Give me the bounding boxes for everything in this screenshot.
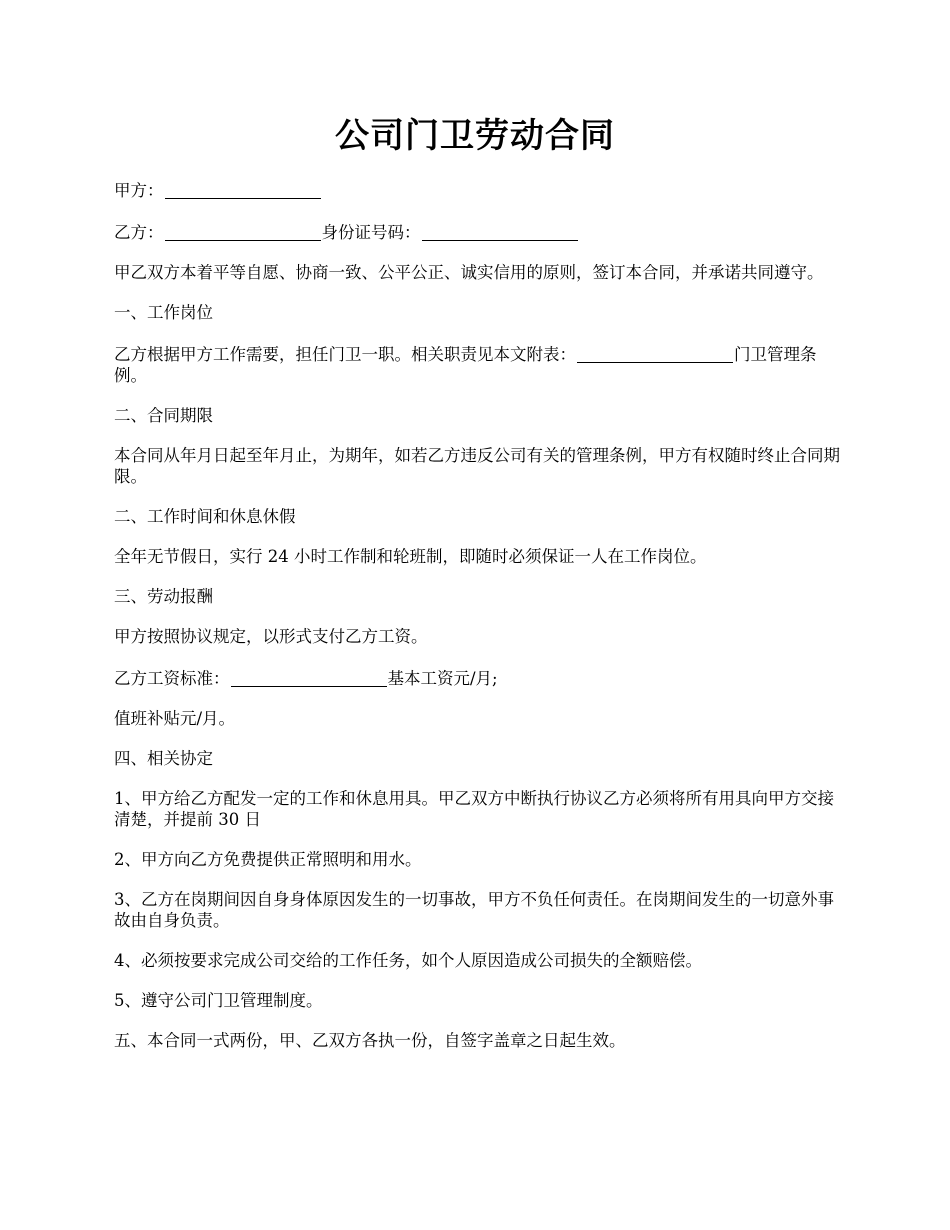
working-hours-paragraph: 全年无节假日，实行 24 小时工作制和轮班制，即随时必须保证一人在工作岗位。 [114,547,707,566]
salary-standard-text: 基本工资元/月; [387,669,498,688]
agreement-item-5: 5、遵守公司门卫管理制度。 [114,991,323,1010]
agreement-item-1: 1、甲方给乙方配发一定的工作和休息用具。甲乙双方中断执行协议乙方必须将所有用具向甲方交接清楚，并提前 30 日 [114,789,834,829]
party-a-blank [165,181,321,199]
id-number-blank [422,223,578,241]
effective-clause-paragraph: 五、本合同一式两份，甲、乙双方各执一份，自签字盖章之日起生效。 [114,1031,626,1050]
remuneration-paragraph-1: 甲方按照协议规定，以形式支付乙方工资。 [114,627,428,646]
appendix-blank [577,345,733,363]
document-title: 公司门卫劳动合同 [335,116,615,156]
agreement-item-3: 3、乙方在岗期间因自身身体原因发生的一切事故，甲方不负任何责任。在岗期间发生的一切意外事故由自身负责。 [114,890,834,930]
agreement-item-4: 4、必须按要求完成公司交给的工作任务，如个人原因造成公司损失的全额赔偿。 [114,951,702,970]
section-heading-job-position: 一、工作岗位 [114,303,213,322]
section-heading-working-hours: 二、工作时间和休息休假 [114,507,296,526]
salary-standard-label: 乙方工资标准： [114,669,230,688]
section-heading-remuneration: 三、劳动报酬 [114,587,213,606]
remuneration-paragraph-2 [114,666,842,689]
job-position-text-b: 门卫管理条例。 [114,345,817,385]
document-body [114,178,842,1070]
job-position-text-a: 乙方根据甲方工作需要，担任门卫一职。相关职责见本文附表： [114,345,576,364]
section-heading-contract-term: 二、合同期限 [114,406,213,425]
party-b-line [114,220,842,243]
salary-standard-blank [231,669,387,687]
party-a-label: 甲方： [114,181,164,200]
job-position-paragraph [114,342,842,386]
party-b-blank [165,223,321,241]
id-number-label: 身份证号码： [321,223,421,242]
remuneration-paragraph-3: 值班补贴元/月。 [114,709,236,728]
intro-paragraph: 甲乙双方本着平等自愿、协商一致、公平公正、诚实信用的原则，签订本合同，并承诺共同遵守。 [114,263,824,282]
agreement-item-2: 2、甲方向乙方免费提供正常照明和用水。 [114,850,422,869]
contract-term-paragraph: 本合同从年月日起至年月止，为期年，如若乙方违反公司有关的管理条例，甲方有权随时终止合同期限。 [114,446,840,486]
party-b-label: 乙方： [114,223,164,242]
section-heading-agreements: 四、相关协定 [114,749,213,768]
party-a-line [114,178,842,201]
